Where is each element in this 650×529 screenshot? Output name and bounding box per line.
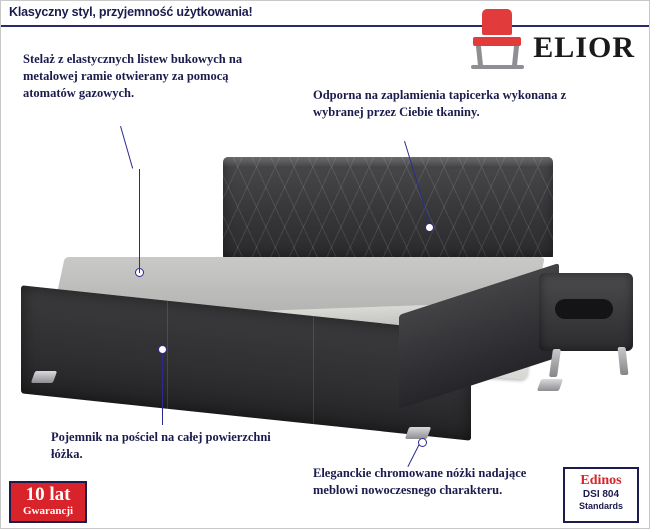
callout-slats-text: Stelaż z elastycznych listew bukowych na metalowej ramie otwierany za pomocą atomatów gazowych. <box>23 52 243 100</box>
certificate-badge <box>563 467 639 523</box>
red-chair-icon <box>469 9 527 69</box>
callout-storage-marker <box>158 345 167 354</box>
product-image <box>11 141 641 451</box>
callout-fabric-text: Odporna na zaplamienia tapicerka wykonana z wybranej przez Ciebie tkaniny. <box>313 88 567 119</box>
headboard-highlight <box>223 157 553 167</box>
chair-base-shape <box>471 65 524 69</box>
brand-name: ELIOR <box>533 31 635 64</box>
callout-storage-text: Pojemnik na pościel na całej powierzchni łóżka. <box>51 430 271 461</box>
callout-legs-text: Eleganckie chromowane nóżki nadające meblowi nowoczesnego charakteru. <box>313 466 527 497</box>
chrome-leg <box>405 427 431 439</box>
warranty-label: Gwarancji <box>22 505 74 517</box>
tufting-pattern <box>223 157 553 257</box>
warranty-badge <box>9 481 87 523</box>
certificate-standard: Standards <box>578 501 623 511</box>
callout-storage-leader <box>162 353 163 425</box>
callout-legs-marker <box>418 438 427 447</box>
page-title: Klasyczny styl, przyjemność użytkowania! <box>9 5 253 19</box>
chrome-leg <box>537 379 563 391</box>
nightstand <box>539 273 633 351</box>
certificate-brand: Edinos <box>580 473 622 488</box>
certificate-code: DSI 804 <box>582 489 620 500</box>
base-seam <box>167 301 168 409</box>
warranty-years: 10 lat <box>25 484 71 505</box>
callout-slats-leader-lower <box>139 169 140 273</box>
base-seam <box>313 316 314 424</box>
bed-headboard <box>223 157 553 257</box>
brand-logo <box>455 9 635 71</box>
callout-fabric-marker <box>425 223 434 232</box>
chair-seat-shape <box>473 37 521 46</box>
chair-back-shape <box>482 9 512 35</box>
chair-leg-right-shape <box>512 46 519 66</box>
nightstand-opening <box>555 299 613 319</box>
chrome-leg <box>31 371 57 383</box>
chair-leg-left-shape <box>476 46 483 66</box>
